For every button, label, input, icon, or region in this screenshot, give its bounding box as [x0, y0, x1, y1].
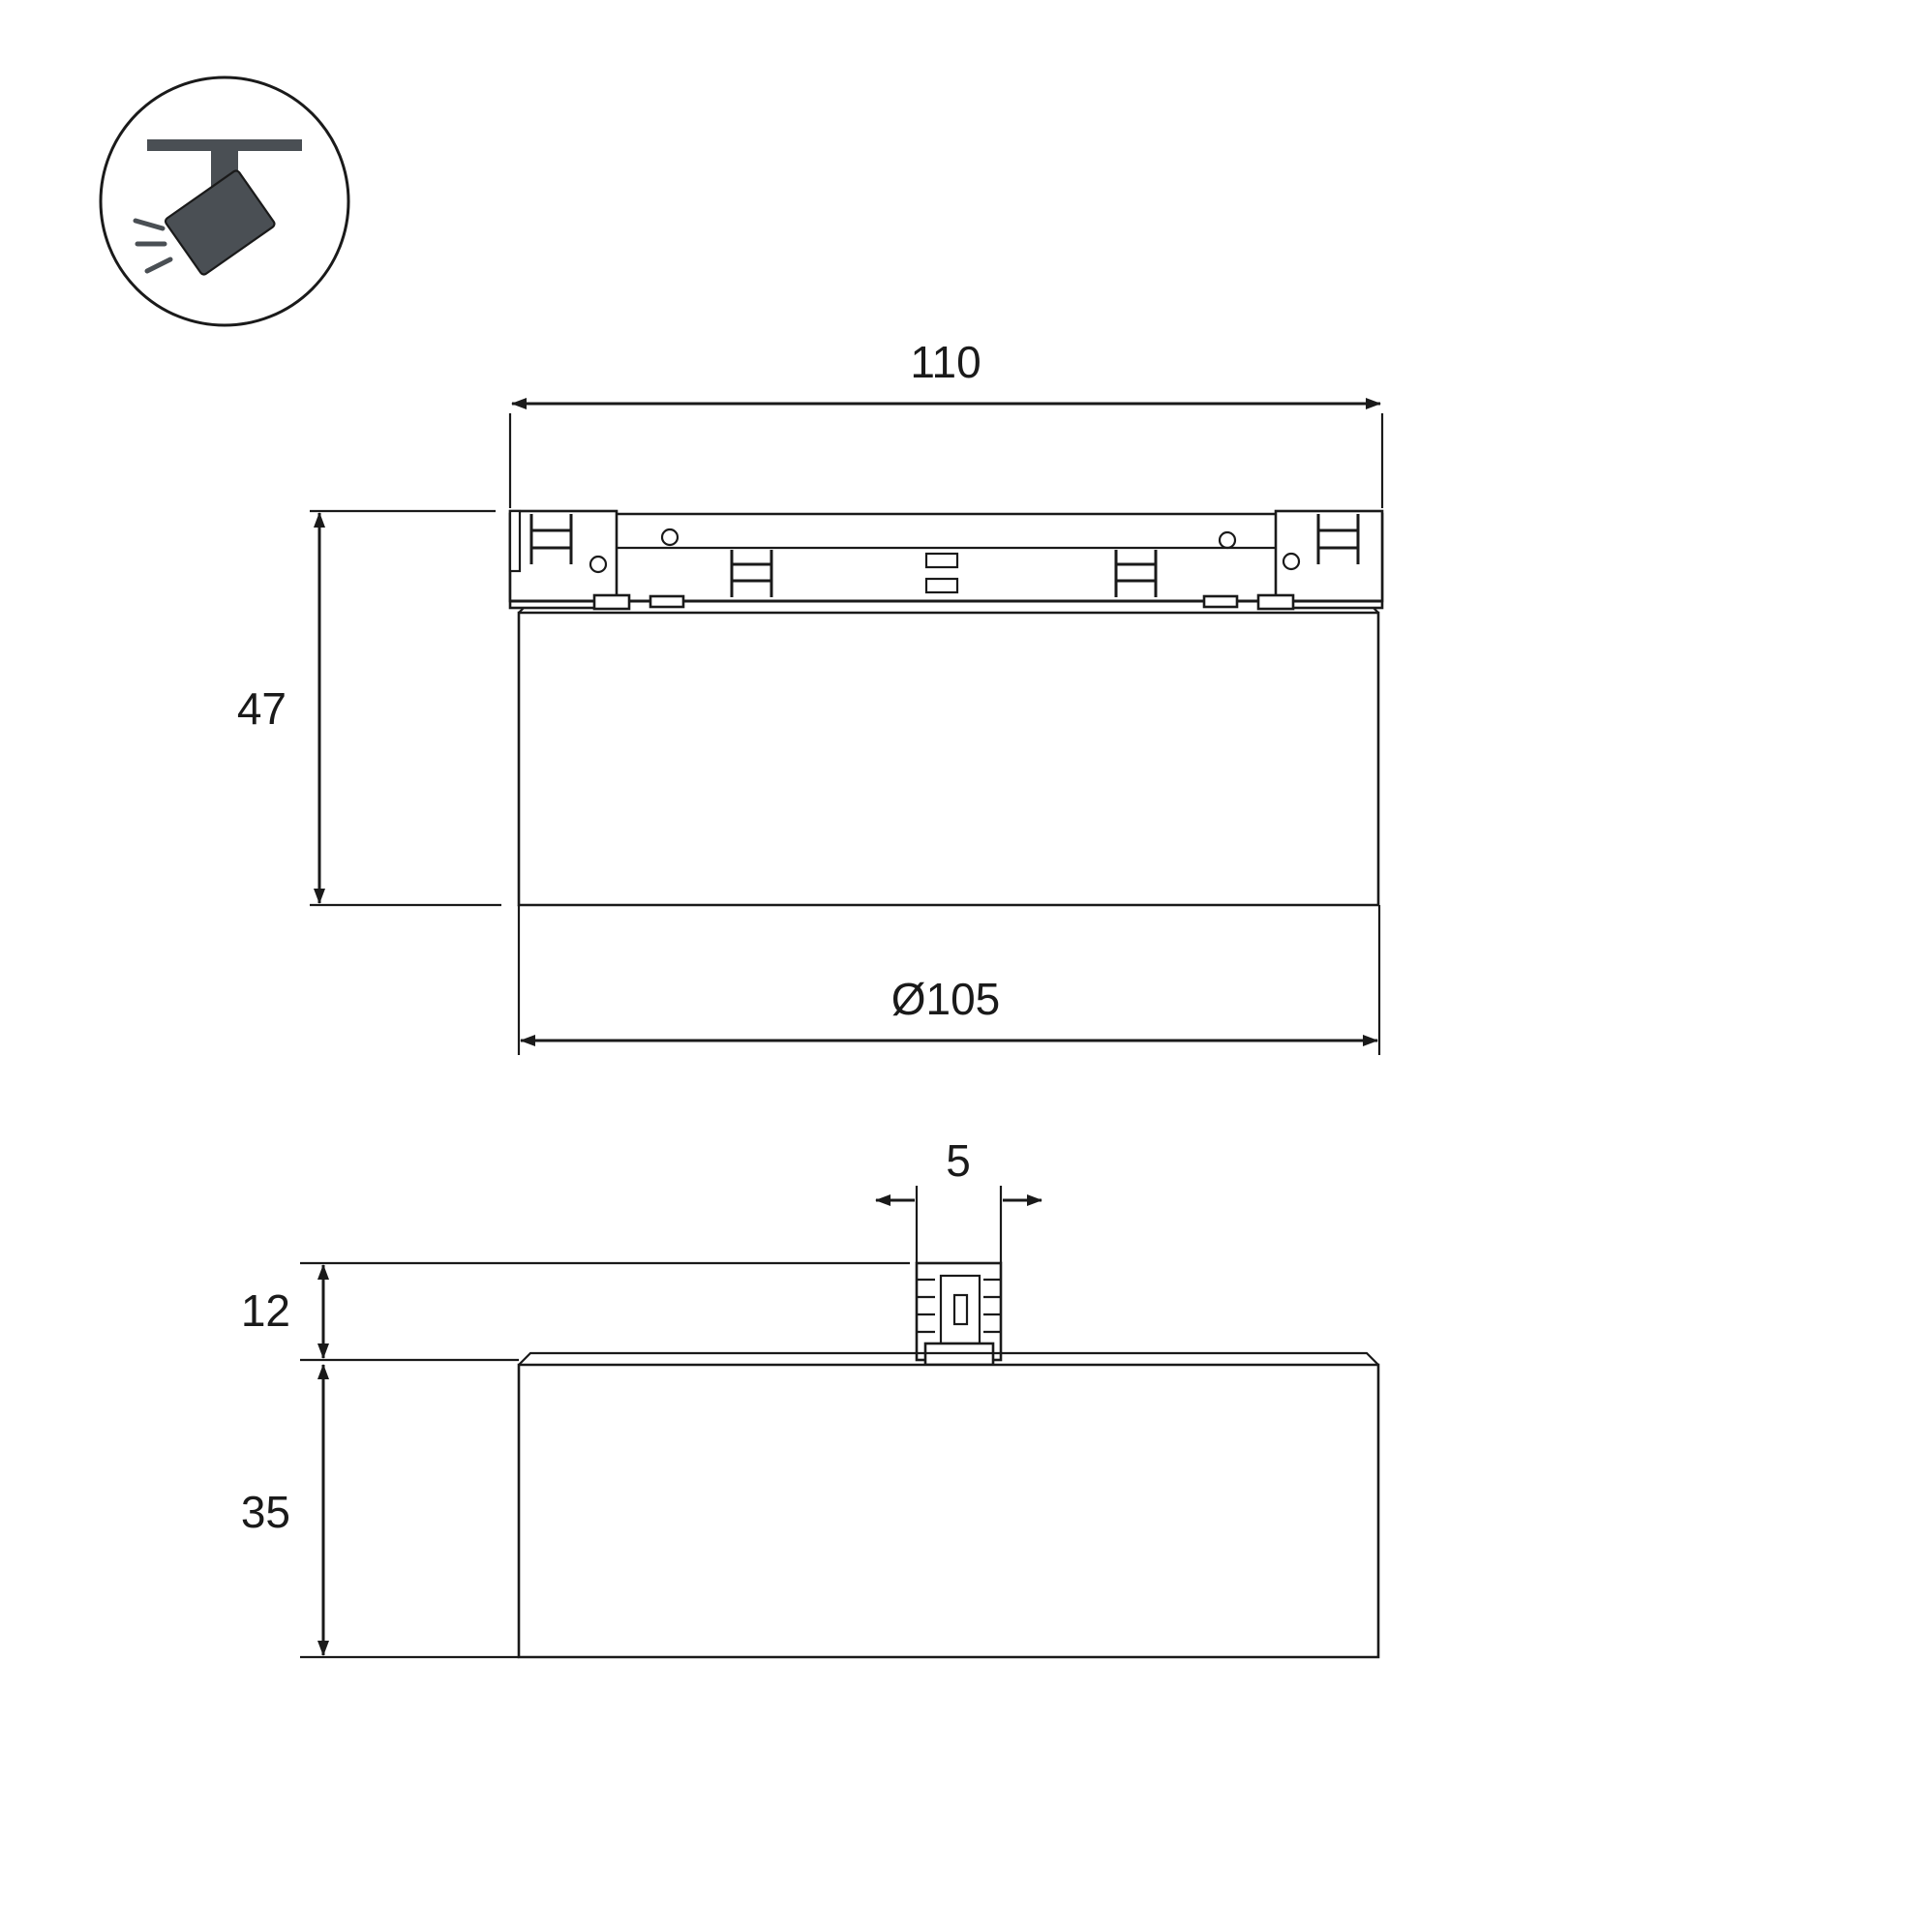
mount-tab [594, 595, 629, 609]
track-adapter-front [510, 511, 1382, 609]
dimension-overall-height [237, 511, 501, 905]
dimension-body-height-label: 35 [240, 1487, 290, 1537]
side-view [241, 1135, 1378, 1657]
dimension-adapter-width-label: 5 [946, 1135, 971, 1186]
track-spotlight-icon [101, 77, 348, 325]
mount-tab [1258, 595, 1293, 609]
dimension-overall-width-label: 110 [910, 337, 981, 387]
track-adapter-side [917, 1263, 1001, 1365]
mount-tab [650, 596, 683, 607]
dimension-overall-height-label: 47 [236, 683, 287, 734]
dimension-adapter-width [876, 1135, 1041, 1263]
dimension-body-diameter [519, 905, 1379, 1055]
dimension-body-height [241, 1365, 519, 1657]
dimension-adapter-height [241, 1263, 910, 1360]
dimension-body-diameter-label: Ø105 [891, 974, 1001, 1024]
dimension-adapter-height-label: 12 [240, 1285, 290, 1336]
luminaire-body-side [519, 1353, 1378, 1657]
mount-tab [1204, 596, 1237, 607]
dimension-overall-width [510, 337, 1382, 508]
luminaire-body-front [519, 601, 1378, 905]
front-view [237, 337, 1382, 1055]
